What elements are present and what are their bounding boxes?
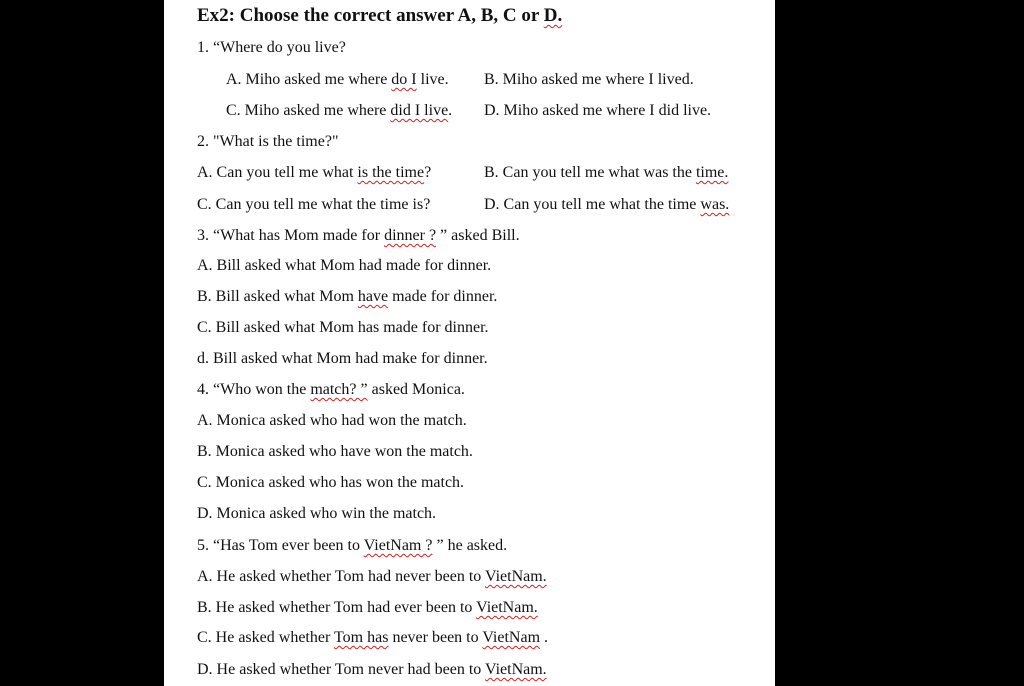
question-3-option-d: d. Bill asked what Mom had make for dinner. bbox=[197, 350, 488, 367]
question-1-option-a: A. Miho asked me where do I live. bbox=[226, 71, 449, 88]
question-2-option-a: A. Can you tell me what is the time? bbox=[197, 164, 432, 181]
question-4-option-d: D. Monica asked who win the match. bbox=[197, 505, 437, 522]
question-4-option-c: C. Monica asked who has won the match. bbox=[197, 474, 465, 491]
question-1-option-c: C. Miho asked me where did I live. bbox=[226, 102, 453, 119]
question-2-stem: 2. "What is the time?" bbox=[197, 133, 339, 150]
question-5-option-d: D. He asked whether Tom never had been to VietNam. bbox=[197, 661, 547, 678]
document-page bbox=[164, 0, 775, 686]
question-5-option-a: A. He asked whether Tom had never been to VietNam. bbox=[197, 568, 547, 585]
question-4-stem: 4. “Who won the match? ” asked Monica. bbox=[197, 381, 465, 398]
question-1-option-d: D. Miho asked me where I did live. bbox=[484, 102, 712, 119]
question-1-option-b: B. Miho asked me where I lived. bbox=[484, 71, 694, 88]
question-4-option-a: A. Monica asked who had won the match. bbox=[197, 412, 467, 429]
question-3-option-b: B. Bill asked what Mom have made for dinner. bbox=[197, 288, 498, 305]
question-2-option-c: C. Can you tell me what the time is? bbox=[197, 196, 431, 213]
question-3-option-a: A. Bill asked what Mom had made for dinner. bbox=[197, 257, 492, 274]
exercise-title: Ex2: Choose the correct answer A, B, C or D. bbox=[197, 5, 563, 26]
question-4-option-b: B. Monica asked who have won the match. bbox=[197, 443, 473, 460]
question-3-stem: 3. “What has Mom made for dinner ? ” asked Bill. bbox=[197, 227, 520, 244]
question-3-option-c: C. Bill asked what Mom has made for dinner. bbox=[197, 319, 489, 336]
question-5-stem: 5. “Has Tom ever been to VietNam ? ” he asked. bbox=[197, 537, 508, 554]
question-5-option-c: C. He asked whether Tom has never been to VietNam . bbox=[197, 629, 549, 646]
question-2-option-b: B. Can you tell me what was the time. bbox=[484, 164, 729, 181]
question-5-option-b: B. He asked whether Tom had ever been to VietNam. bbox=[197, 599, 538, 616]
question-2-option-d: D. Can you tell me what the time was. bbox=[484, 196, 730, 213]
question-1-stem: 1. “Where do you live? bbox=[197, 39, 346, 56]
